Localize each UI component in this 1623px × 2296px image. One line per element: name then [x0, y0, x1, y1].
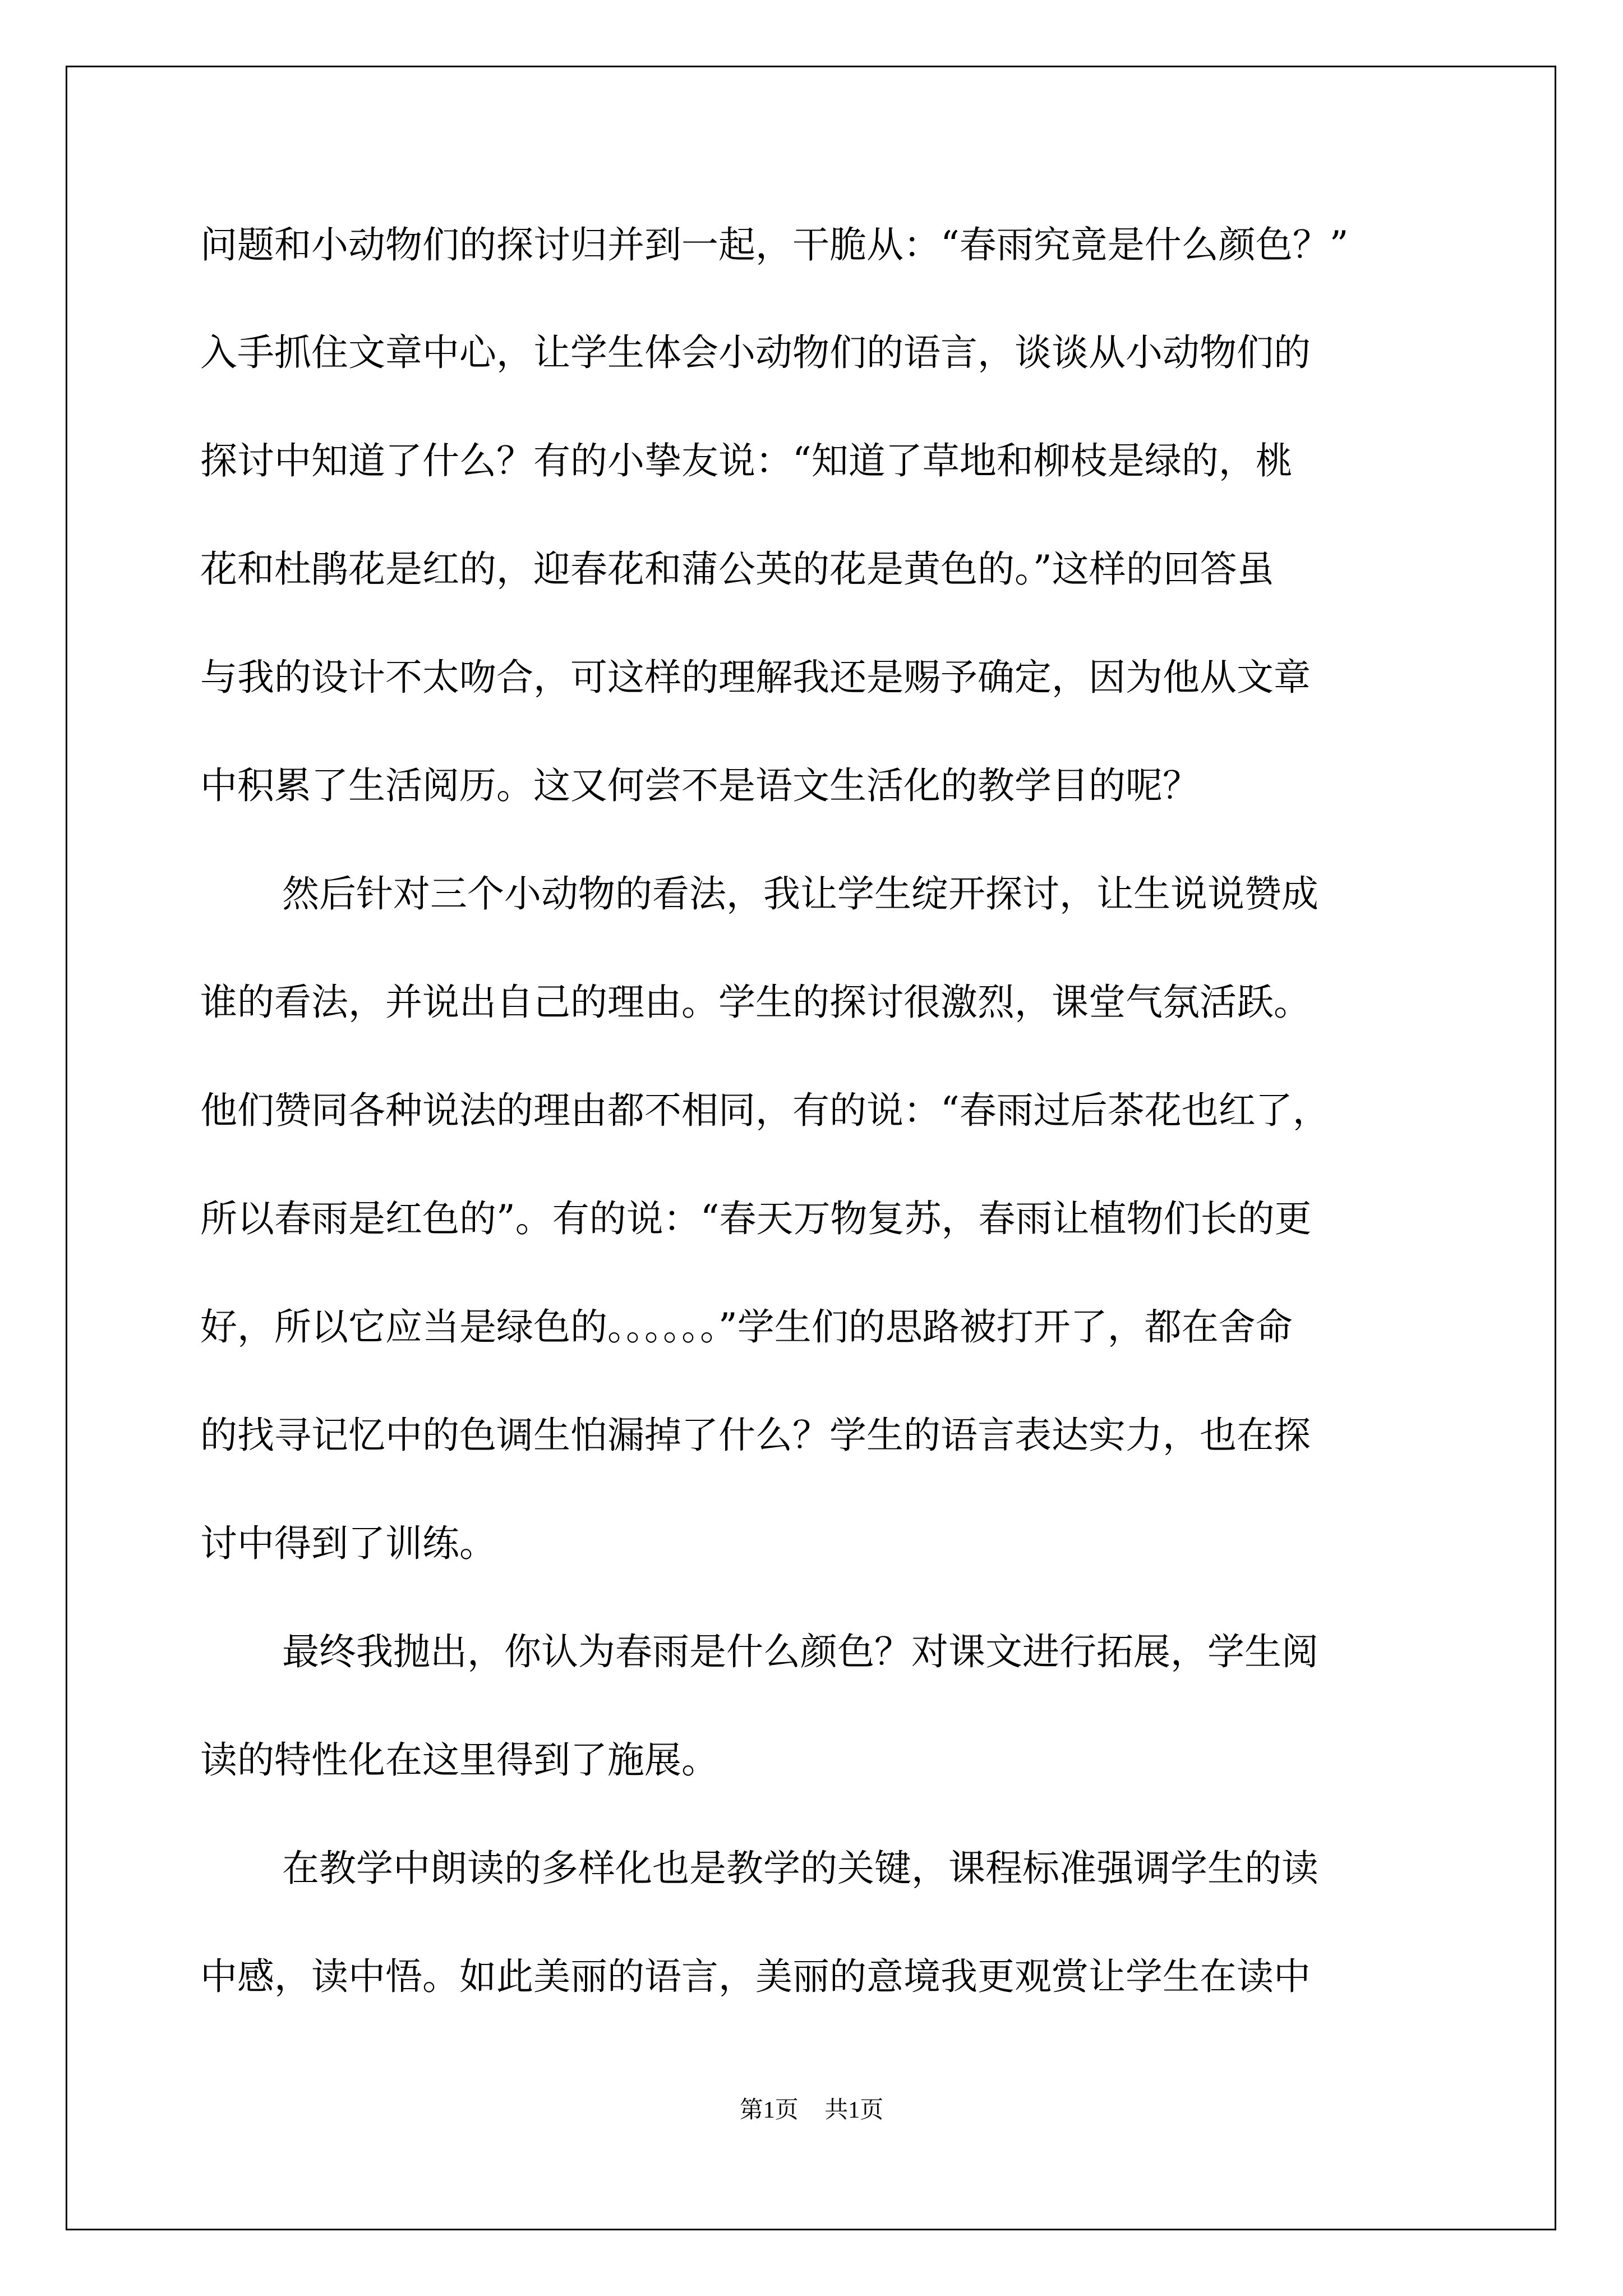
- page-number: 第1页: [739, 2097, 799, 2123]
- text-line: 的找寻记忆中的色调生怕漏掉了什么？学生的语言表达实力，也在探: [200, 1414, 1311, 1457]
- text-line: 入手抓住文章中心，让学生体会小动物们的语言，谈谈从小动物们的: [200, 331, 1311, 374]
- page-border: [66, 66, 1556, 2230]
- page-total: 共1页: [824, 2097, 884, 2123]
- text-line: 然后针对三个小动物的看法，我让学生绽开探讨，让生说说赞成: [282, 872, 1318, 915]
- text-line: 谁的看法，并说出自己的理由。学生的探讨很激烈，课堂气氛活跃。: [200, 981, 1311, 1024]
- text-line: 问题和小动物们的探讨归并到一起，干脆从：“春雨究竟是什么颜色？”: [200, 223, 1349, 266]
- text-line: 中感，读中悟。如此美丽的语言，美丽的意境我更观赏让学生在读中: [200, 1955, 1311, 1998]
- text-line: 与我的设计不太吻合，可这样的理解我还是赐予确定，因为他从文章: [200, 656, 1311, 699]
- text-line: 花和杜鹃花是红的，迎春花和蒲公英的花是黄色的。”这样的回答虽: [200, 547, 1274, 591]
- text-line: 好，所以它应当是绿色的。。。。。。”学生们的思路被打开了，都在舍命: [200, 1305, 1293, 1349]
- text-line: 他们赞同各种说法的理由都不相同，有的说：“春雨过后茶花也红了，: [200, 1089, 1330, 1132]
- text-line: 读的特性化在这里得到了施展。: [200, 1738, 718, 1782]
- text-line: 在教学中朗读的多样化也是教学的关键，课程标准强调学生的读: [282, 1847, 1318, 1890]
- text-line: 中积累了生活阅历。这又何尝不是语文生活化的教学目的呢？: [200, 764, 1200, 807]
- text-line: 讨中得到了训练。: [200, 1522, 496, 1565]
- page-footer: [0, 2096, 1623, 2124]
- text-line: 探讨中知道了什么？有的小挚友说：“知道了草地和柳枝是绿的，桃: [200, 439, 1293, 482]
- text-line: 最终我抛出，你认为春雨是什么颜色？对课文进行拓展，学生阅: [282, 1630, 1318, 1673]
- text-line: 所以春雨是红色的”。有的说：“春天万物复苏，春雨让植物们长的更: [200, 1197, 1312, 1240]
